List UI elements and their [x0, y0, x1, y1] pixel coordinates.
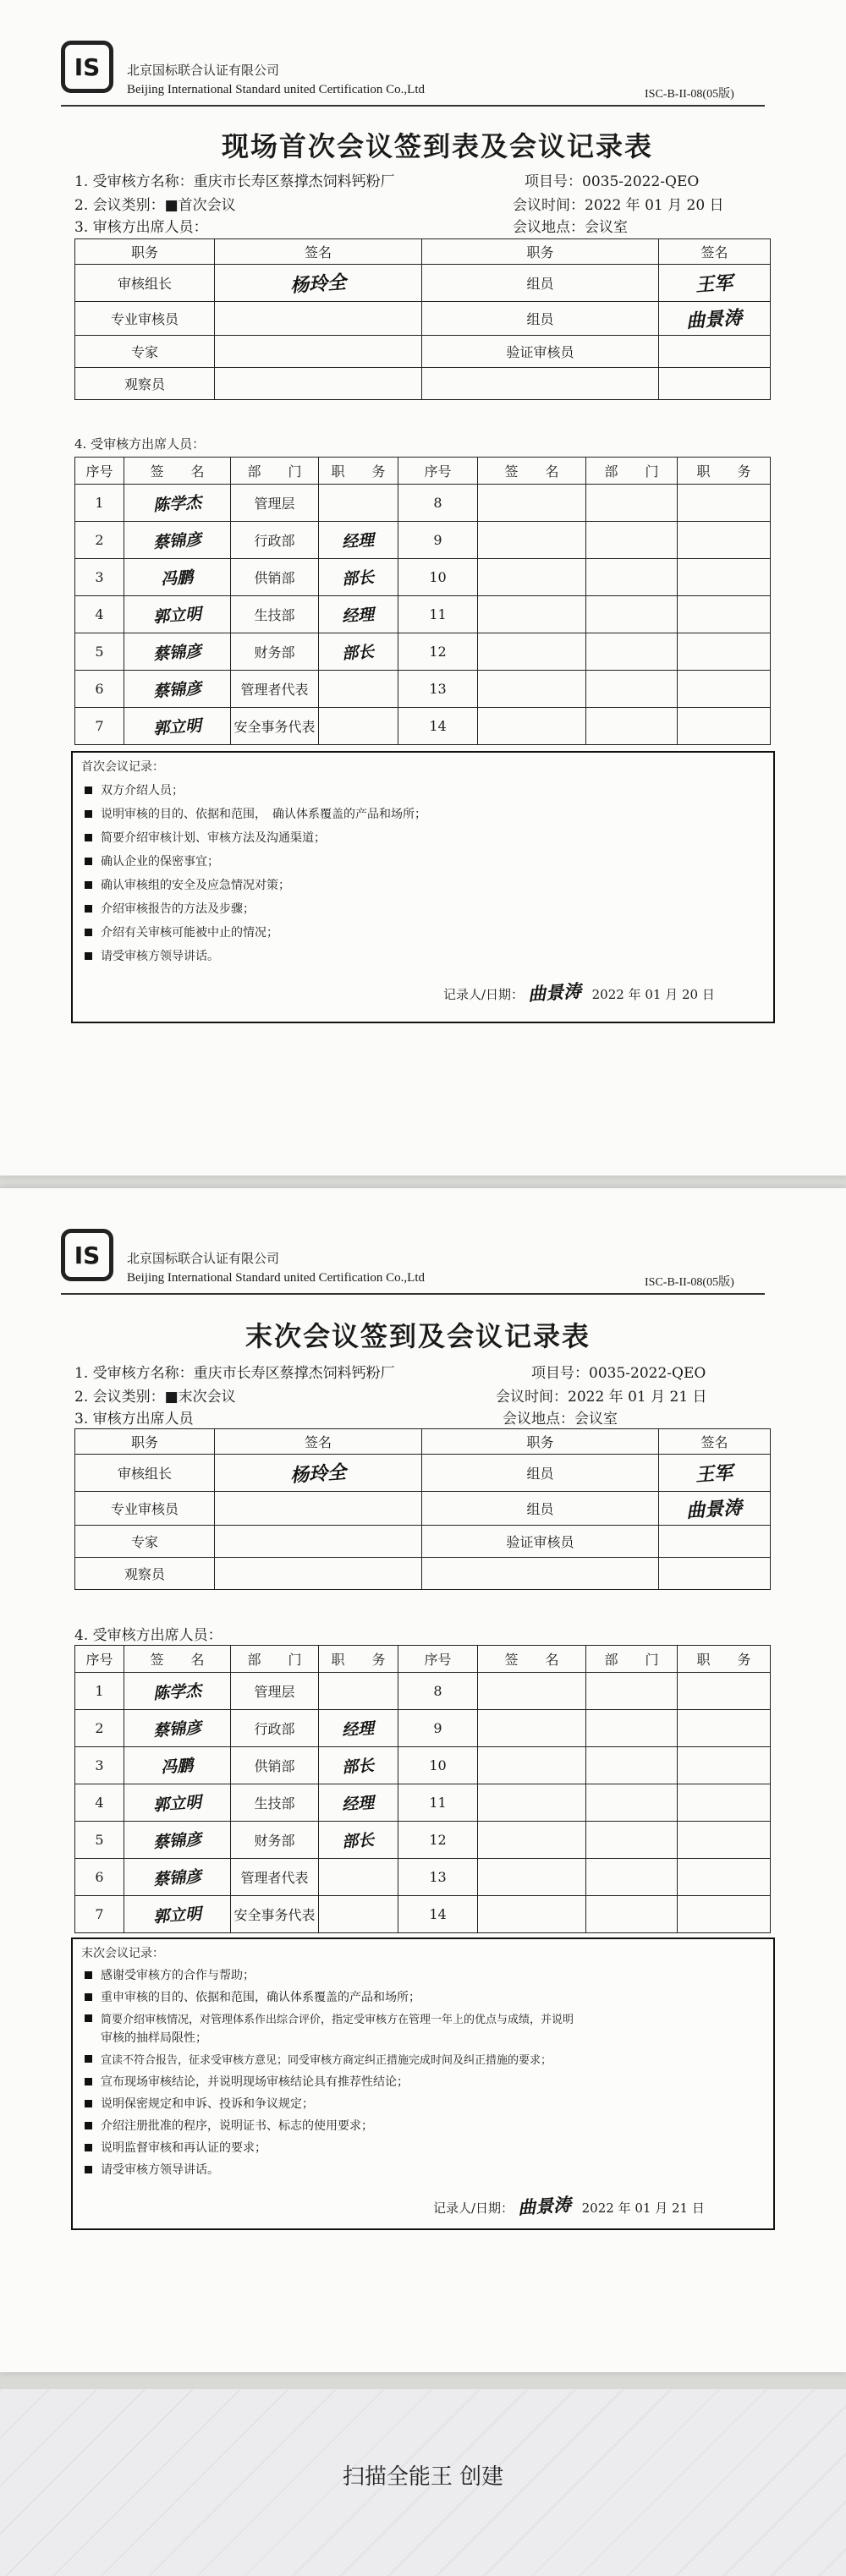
doc-code: ISC-B-II-08(05版)	[645, 1276, 734, 1289]
table-row: 观察员	[75, 368, 771, 400]
table-row: 审核组长 杨玲全 组员 王军	[75, 1455, 771, 1492]
record-title: 首次会议记录：	[81, 760, 164, 774]
table-row: 4 郭立明 生技部 经理 11	[75, 596, 771, 633]
org-name-cn: 北京国标联合认证有限公司	[127, 1251, 280, 1266]
list-item: 介绍注册批准的程序，说明证书、标志的使用要求；	[85, 2117, 373, 2134]
checkbox-checked-icon	[85, 810, 92, 818]
table-row: 5 蔡锦彦 财务部 部长 12	[75, 1822, 771, 1859]
checkbox-checked-icon	[85, 2166, 92, 2173]
table-row: 专业审核员 组员 曲景涛	[75, 1492, 771, 1526]
client-name-field: 1. 受审核方名称：重庆市长寿区蔡撑杰饲料钙粉厂	[74, 1365, 395, 1382]
doc-code: ISC-B-II-08(05版)	[645, 88, 734, 101]
company-logo-icon: IS	[61, 41, 113, 93]
list-item: 说明保密规定和申诉、投诉和争议规定；	[85, 2095, 314, 2112]
signature: 杨玲全	[289, 271, 347, 298]
table-row: 1 陈学杰 管理层 8	[75, 485, 771, 522]
checkbox-checked-icon	[85, 952, 92, 960]
list-item: 说明监督审核和再认证的要求；	[85, 2139, 266, 2156]
auditor-attendance-table	[74, 1428, 771, 1590]
checkbox-checked-icon	[85, 2144, 92, 2151]
table-row: 专家 验证审核员	[75, 336, 771, 368]
auditee-section-label: 4. 受审核方出席人员：	[74, 1627, 222, 1644]
signature: 陈学杰	[152, 493, 202, 515]
org-name-cn: 北京国标联合认证有限公司	[127, 63, 280, 78]
list-item: 请受审核方领导讲话。	[85, 947, 219, 964]
table-header-row	[75, 239, 771, 265]
list-item: 介绍审核报告的方法及步骤；	[85, 900, 255, 917]
list-item: 简要介绍审核计划、审核方法及沟通渠道；	[85, 829, 326, 846]
auditee-attendance-table	[74, 457, 771, 745]
signature: 杨玲全	[289, 1461, 347, 1488]
meeting-time-field: 会议时间：2022 年 01 月 20 日	[513, 197, 724, 214]
table-row: 专业审核员 组员 曲景涛	[75, 302, 771, 336]
checkbox-checked-icon	[85, 905, 92, 913]
signature: 郭立明	[152, 1905, 202, 1927]
signature: 曲景涛	[685, 307, 744, 333]
company-logo-icon: IS	[61, 1229, 113, 1281]
list-item: 简要介绍审核情况，对管理体系作出综合评价，指定受审核方在管理一年上的优点与成绩，并说明	[85, 2010, 574, 2026]
table-row: 1 陈学杰 管理层 8	[75, 1673, 771, 1710]
page-title: 末次会议签到及会议记录表	[245, 1320, 591, 1352]
project-number-field: 项目号：0035-2022-QEO	[531, 1365, 706, 1382]
checkbox-checked-icon	[85, 858, 92, 865]
table-row: 4 郭立明 生技部 经理 11	[75, 1784, 771, 1822]
recorder-line: 记录人/日期： 曲景涛 2022 年 01 月 20 日	[443, 979, 715, 1005]
auditors-section-label: 3. 审核方出席人员：	[74, 219, 208, 236]
client-name-field: 1. 受审核方名称：重庆市长寿区蔡撑杰饲料钙粉厂	[74, 173, 395, 190]
table-row: 6 蔡锦彦 管理者代表 13	[75, 1859, 771, 1896]
list-item: 请受审核方领导讲话。	[85, 2161, 219, 2178]
list-item-continuation: 审核的抽样局限性；	[101, 2031, 207, 2045]
signature: 郭立明	[152, 716, 202, 738]
org-name-en: Beijing International Standard united Certification Co.,Ltd	[127, 1271, 426, 1285]
table-row: 3 冯鹏 供销部 部长 10	[75, 559, 771, 596]
signature: 蔡锦彦	[152, 1830, 202, 1852]
table-row: 5 蔡锦彦 财务部 部长 12	[75, 633, 771, 671]
checkbox-checked-icon	[85, 834, 92, 841]
meeting-place-field: 会议地点：会议室	[503, 1411, 618, 1428]
header-cell: 职务	[75, 239, 215, 265]
list-item: 感谢受审核方的合作与帮助；	[85, 1966, 255, 1983]
checkbox-checked-icon	[85, 2078, 92, 2085]
meeting-record-box	[71, 1937, 775, 2230]
auditee-attendance-table	[74, 1645, 771, 1933]
list-item: 说明审核的目的、依据和范围， 确认体系覆盖的产品和场所；	[85, 805, 426, 822]
first-meeting-sheet	[0, 0, 846, 1176]
checkbox-checked-icon	[85, 881, 92, 889]
signature: 冯鹏	[160, 1756, 195, 1778]
list-item: 确认审核组的安全及应急情况对策；	[85, 876, 290, 893]
signature: 王军	[695, 272, 734, 297]
auditor-attendance-table	[74, 238, 771, 400]
signature: 郭立明	[152, 1793, 202, 1815]
meeting-time-field: 会议时间：2022 年 01 月 21 日	[496, 1389, 707, 1406]
signature: 蔡锦彦	[152, 530, 202, 552]
checkbox-checked-icon	[85, 2100, 92, 2107]
recorder-signature: 曲景涛	[517, 2194, 572, 2219]
signature: 蔡锦彦	[152, 642, 202, 664]
checkbox-checked-icon	[85, 1993, 92, 2001]
checkbox-checked-icon	[85, 1971, 92, 1979]
header-cell: 职务	[422, 239, 659, 265]
table-header-row: 序号 签 名 部 门 职 务 序号 签 名 部 门 职 务	[75, 458, 771, 485]
list-item: 重申审核的目的、依据和范围，确认体系覆盖的产品和场所；	[85, 1988, 420, 2005]
checkbox-checked-icon	[85, 929, 92, 936]
list-item: 确认企业的保密事宜；	[85, 852, 219, 869]
table-row: 3 冯鹏 供销部 部长 10	[75, 1747, 771, 1784]
signature: 曲景涛	[685, 1497, 744, 1523]
list-item: 介绍有关审核可能被中止的情况；	[85, 924, 278, 940]
recorder-signature: 曲景涛	[527, 980, 582, 1006]
checkbox-checked-icon	[85, 2014, 92, 2022]
auditors-section-label: 3. 审核方出席人员	[74, 1411, 194, 1428]
table-row: 7 郭立明 安全事务代表 14	[75, 1896, 771, 1933]
header-divider	[61, 105, 765, 107]
checkbox-checked-icon	[85, 2055, 92, 2063]
meeting-type-field: 2. 会议类别：■末次会议	[74, 1389, 236, 1406]
signature: 蔡锦彦	[152, 679, 202, 701]
table-row: 6 蔡锦彦 管理者代表 13	[75, 671, 771, 708]
table-row: 审核组长 杨玲全 组员 王军	[75, 265, 771, 302]
header-cell: 签名	[215, 239, 422, 265]
checkbox-checked-icon	[85, 2122, 92, 2129]
header-divider	[61, 1293, 765, 1295]
meeting-record-box	[71, 751, 775, 1023]
signature: 蔡锦彦	[152, 1718, 202, 1740]
table-row: 专家 验证审核员	[75, 1526, 771, 1558]
project-number-field: 项目号：0035-2022-QEO	[525, 173, 700, 190]
signature: 冯鹏	[160, 567, 195, 589]
list-item: 宣读不符合报告，征求受审核方意见；同受审核方商定纠正措施完成时间及纠正措施的要求；	[85, 2051, 552, 2067]
meeting-type-field: 2. 会议类别：■首次会议	[74, 197, 236, 214]
table-row: 2 蔡锦彦 行政部 经理 9	[75, 1710, 771, 1747]
table-row: 7 郭立明 安全事务代表 14	[75, 708, 771, 745]
signature: 郭立明	[152, 605, 202, 627]
signature: 蔡锦彦	[152, 1867, 202, 1889]
table-row: 2 蔡锦彦 行政部 经理 9	[75, 522, 771, 559]
page-title: 现场首次会议签到表及会议记录表	[222, 130, 654, 162]
header-cell: 签名	[659, 239, 771, 265]
org-name-en: Beijing International Standard united Certification Co.,Ltd	[127, 83, 426, 96]
table-header-row: 序号 签 名 部 门 职 务 序号 签 名 部 门 职 务	[75, 1646, 771, 1673]
signature: 王军	[695, 1462, 734, 1487]
list-item: 宣布现场审核结论，并说明现场审核结论具有推荐性结论；	[85, 2073, 409, 2090]
meeting-place-field: 会议地点：会议室	[513, 219, 628, 236]
table-header-row: 职务 签名 职务 签名	[75, 1429, 771, 1455]
list-item: 双方介绍人员；	[85, 781, 184, 798]
auditee-section-label: 4. 受审核方出席人员：	[74, 436, 206, 452]
recorder-line: 记录人/日期： 曲景涛 2022 年 01 月 21 日	[433, 2193, 705, 2218]
signature: 陈学杰	[152, 1681, 202, 1703]
checkbox-checked-icon	[85, 787, 92, 794]
record-title: 末次会议记录：	[81, 1947, 164, 1960]
table-row: 观察员	[75, 1558, 771, 1590]
last-meeting-sheet	[0, 1188, 846, 2372]
scanner-brand-label: 扫描全能王 创建	[342, 2464, 504, 2490]
